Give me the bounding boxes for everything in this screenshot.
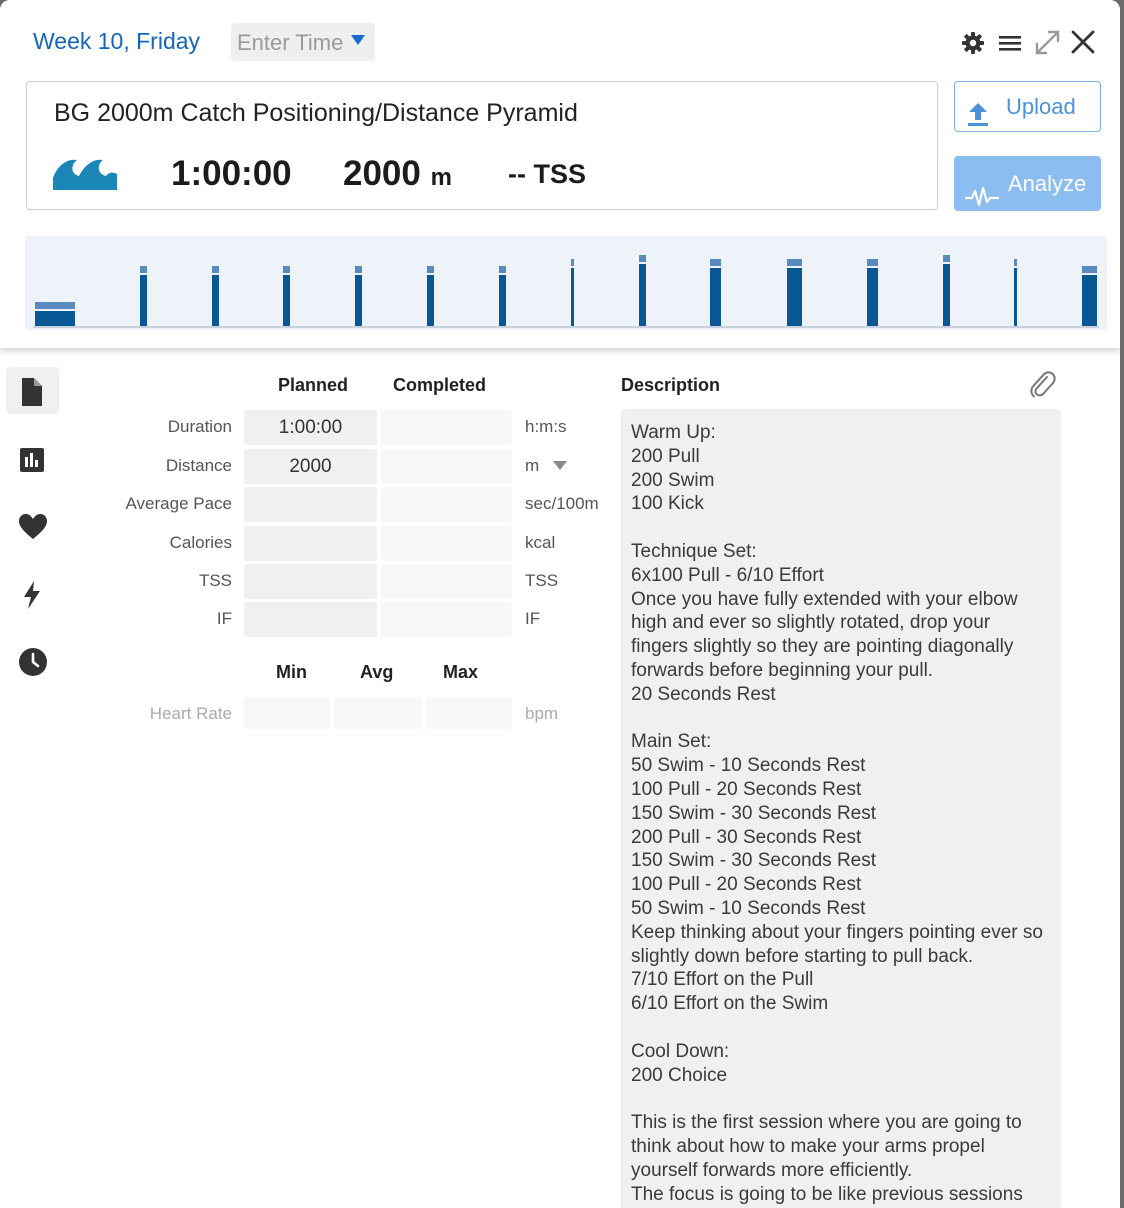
if-unit: IF (525, 609, 541, 628)
planned-calories-input[interactable] (244, 526, 377, 561)
completed-duration-input[interactable] (381, 410, 512, 445)
completed-header: Completed (393, 375, 487, 395)
interval-bar-cap (1082, 266, 1097, 273)
interval-bar-cap (571, 259, 574, 266)
interval-bar (787, 268, 802, 326)
chart-icon (19, 447, 45, 473)
planned-tss-input[interactable] (244, 564, 377, 599)
description-header: Description (621, 375, 721, 395)
interval-bar (639, 264, 646, 326)
paperclip-icon[interactable] (1028, 369, 1056, 399)
interval-bar-cap (499, 266, 506, 273)
calories-unit: kcal (525, 533, 556, 552)
planned-if-input[interactable] (244, 602, 377, 637)
planned-duration-input[interactable] (244, 410, 377, 445)
planned-pace-input[interactable] (244, 487, 377, 522)
interval-bar-cap (427, 266, 434, 273)
analyze-button[interactable] (954, 156, 1101, 211)
distance-number: 2000 (343, 154, 421, 193)
distance-label: Distance (165, 456, 232, 475)
workout-summary-card (26, 81, 938, 210)
completed-pace-input[interactable] (381, 487, 512, 522)
interval-bar (355, 275, 362, 326)
heart-icon (19, 514, 47, 540)
description-text[interactable]: Warm Up: 200 Pull 200 Swim 100 Kick Technique Set: 6x100 Pull - 6/10 Effort Once you have fully extended with your elbow high and ever so slightly rotated, drop your fingers slightly so they are pointing diagonally forwards before beginning your pull. 20 Seconds Rest Main Set: 50 Swim - 10 Seconds Rest 100 Pull - 20 Seconds Rest 150 Swim - 30 Seconds Rest 200 Pull - 30 Seconds Rest 150 Swim - 30 Seconds Rest 100 Pull - 20 Seconds Rest 50 Swim - 10 Seconds Rest Keep thinking about your fingers pointing ever so slightly down before starting to pull back. 7/10 Effort on the Pull 6/10 Effort on the Swim Cool Down: 200 Choice This is the first session where you are going to think about how to make your arms propel yourself forwards more efficiently. The focus is going to be like previous sessions (621, 409, 1061, 1208)
calories-label: Calories (169, 533, 232, 552)
heart-rate-avg-input[interactable] (334, 697, 422, 729)
interval-bar (710, 268, 721, 326)
completed-calories-input[interactable] (381, 526, 512, 561)
tss-value: -- TSS (508, 159, 586, 189)
upload-icon (967, 95, 989, 119)
workout-structure-graph (25, 236, 1107, 330)
gear-icon[interactable] (960, 28, 990, 58)
expand-icon[interactable] (1033, 28, 1063, 58)
interval-bar (571, 268, 574, 326)
avg-header: Avg (360, 662, 394, 682)
interval-bar-cap (212, 266, 219, 273)
interval-bar-cap (787, 259, 802, 266)
document-icon (19, 378, 45, 406)
nav-heart-rate[interactable] (6, 503, 59, 550)
nav-details[interactable] (6, 367, 59, 414)
interval-bar (943, 264, 950, 326)
interval-bar (427, 275, 434, 326)
interval-bar-cap (283, 266, 290, 273)
heart-rate-unit: bpm (525, 704, 559, 723)
swim-wave-icon (53, 152, 117, 190)
interval-bar-cap (639, 255, 646, 262)
interval-bar (140, 275, 147, 326)
planned-distance-input[interactable] (244, 449, 377, 484)
interval-bar-cap (140, 266, 147, 273)
completed-tss-input[interactable] (381, 564, 512, 599)
workout-title[interactable]: BG 2000m Catch Positioning/Distance Pyramid (54, 99, 578, 127)
pace-unit: sec/100m (525, 494, 599, 513)
duration-label: Duration (167, 417, 232, 436)
interval-bar-cap (1014, 259, 1017, 266)
interval-bar-cap (355, 266, 362, 273)
if-label: IF (216, 609, 232, 628)
interval-bar-cap (35, 302, 75, 309)
lightning-icon (19, 581, 45, 609)
average-pace-label: Average Pace (125, 494, 232, 513)
window-controls (960, 28, 1100, 58)
min-header: Min (276, 662, 307, 682)
upload-label: Upload (1006, 94, 1076, 119)
interval-bar-cap (867, 259, 878, 266)
enter-time-select[interactable] (231, 23, 375, 61)
duration-unit: h:m:s (525, 417, 567, 436)
interval-bar-cap (710, 259, 721, 266)
nav-power[interactable] (6, 570, 59, 617)
interval-bar (35, 311, 75, 326)
analyze-label: Analyze (1008, 171, 1087, 196)
distance-value (343, 154, 452, 194)
upload-button[interactable] (954, 81, 1101, 132)
workout-header (0, 0, 1120, 348)
close-icon[interactable] (1069, 28, 1099, 58)
interval-bar-cap (943, 255, 950, 262)
distance-unit-select[interactable]: m (525, 456, 540, 475)
heart-rate-label: Heart Rate (149, 704, 232, 723)
max-header: Max (443, 662, 479, 682)
interval-bar (283, 275, 290, 326)
planned-header: Planned (278, 375, 349, 395)
interval-bar (499, 275, 506, 326)
nav-analysis[interactable] (6, 436, 59, 483)
distance-unit: m (430, 164, 452, 191)
pulse-icon (965, 173, 999, 195)
heart-rate-max-input[interactable] (426, 697, 512, 729)
caret-down-icon[interactable] (553, 461, 567, 470)
date-title: Week 10, Friday (33, 28, 201, 54)
completed-if-input[interactable] (381, 602, 512, 637)
duration-value: 1:00:00 (171, 154, 292, 193)
completed-distance-input[interactable] (381, 449, 512, 484)
tss-label: TSS (198, 571, 232, 590)
clock-icon (19, 648, 47, 676)
nav-time[interactable] (6, 637, 59, 684)
heart-rate-min-input[interactable] (244, 697, 330, 729)
graph-baseline (33, 326, 1099, 328)
interval-bar (867, 268, 878, 326)
interval-bar (1082, 275, 1097, 326)
caret-down-icon (351, 35, 365, 45)
interval-bar (1014, 268, 1017, 326)
interval-bar (212, 275, 219, 326)
tss-unit: TSS (525, 571, 559, 590)
hamburger-menu-icon[interactable] (997, 28, 1027, 58)
time-placeholder: Enter Time (237, 30, 344, 55)
side-nav (0, 348, 64, 1208)
